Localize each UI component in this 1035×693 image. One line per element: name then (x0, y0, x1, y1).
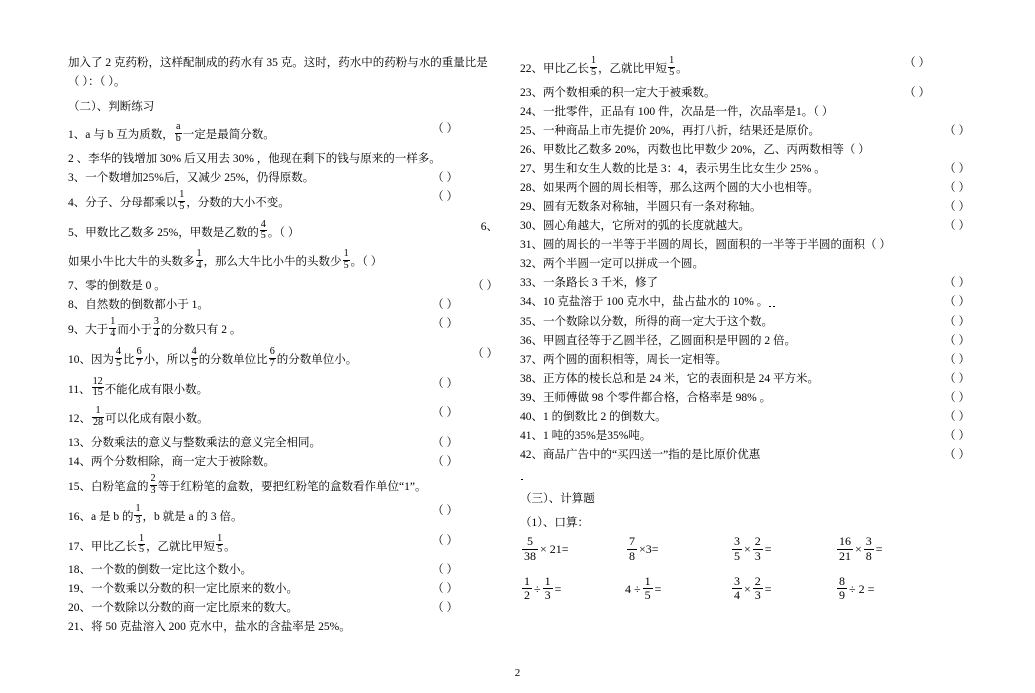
fraction (773, 306, 775, 307)
calc-item: $\frac{16}{21}$ × $\frac{3}{8}$ = (839, 534, 883, 563)
question-item: 18、一个数的倒数一定比这个数小。 （ ） (68, 564, 458, 577)
question-item: 39、王师傅做 98 个零件都合格，合格率是 98% 。 （ ） (520, 391, 970, 404)
answer-blank: （ ） (944, 181, 970, 194)
answer-blank: （ ） (432, 171, 458, 184)
question-item: 25、一种商品上市先提价 20%，再打八折，结果还是原价。 （ ） (520, 124, 970, 137)
fraction: $\frac{2}{3}$ (754, 534, 761, 563)
answer-blank: （ ） (944, 391, 970, 404)
fraction: $\frac{1}{3}$ (135, 502, 141, 526)
answer-blank: （ ） (432, 123, 458, 135)
intro-line-2: （ ）：（ ）。 (68, 76, 126, 88)
question-item: 33、一条路长 3 千米，修了 （ ） (520, 276, 970, 289)
question-item: 22、甲比乙长 $\frac{1}{5}$ ，乙就比甲短 $\frac{1}{5}$ 。 （ ） (520, 55, 930, 78)
question-item: 24、一批零件，正品有 100 件，次品是一件，次品率是1。（ ） (520, 105, 834, 118)
fraction: $\frac{4}{5}$ (116, 345, 122, 369)
answer-blank: （ ） (432, 456, 458, 468)
fraction (769, 306, 771, 307)
question-item (520, 469, 970, 482)
question-item: 26、甲数比乙数多 20%，丙数也比甲数少 20%，乙、丙两数相等（ ） (520, 143, 870, 156)
fraction: $\frac{1}{5}$ (343, 248, 349, 272)
calc-row (520, 535, 940, 562)
question-item: 38、正方体的棱长总和是 24 米，它的表面积是 24 平方米。 （ ） (520, 372, 970, 385)
fraction: $\frac{1}{5}$ (217, 532, 223, 556)
question-item: 30、圆心角越大，它所对的弧的长度就越大。 （ ） (520, 219, 970, 232)
question-item: 17、甲比乙长 $\frac{1}{5}$ ，乙就比甲短 $\frac{1}{5}$ 。 （ ） (68, 532, 458, 556)
fraction: $\frac{3}{4}$ (153, 316, 159, 339)
fraction (521, 479, 523, 480)
answer-blank: （ ） (432, 437, 458, 449)
answer-blank: （ ） (904, 57, 930, 69)
fraction: $\frac{3}{5}$ (734, 534, 740, 563)
calc-item: $\frac{1}{2}$ ÷ $\frac{1}{3}$ = (524, 573, 562, 602)
fraction: $\frac{12}{15}$ (92, 375, 103, 399)
calc-item: $\frac{5}{38}$ × 21= (524, 534, 569, 563)
intro-line-1: 加入了 2 克药粉，这样配制成的药水有 35 克。这时，药水中的药粉与水的重量比是 (68, 57, 488, 69)
answer-blank: （ ） (432, 299, 458, 311)
fraction: $\frac{2}{3}$ (150, 473, 156, 496)
answer-blank: （ ） (944, 124, 970, 137)
question-item: 8、自然数的倒数都小于 1。 （ ） (68, 299, 458, 311)
next-item-number: 6、 (480, 220, 498, 233)
calc-item: $\frac{8}{9}$ ÷ 2 = (839, 573, 875, 602)
question-item: 14、两个分数相除，商一定大于被除数。 （ ） (68, 456, 458, 468)
answer-blank: （ ） (944, 353, 970, 366)
fraction: $\frac{6}{7}$ (136, 345, 142, 369)
question-item: 4、分子、分母都乘以 $\frac{1}{5}$ ，分数的大小不变。 （ ） (68, 188, 458, 212)
fraction: $\frac{5}{38}$ (524, 534, 536, 563)
answer-blank: （ ） (432, 583, 458, 596)
answer-blank: （ ） (944, 295, 970, 308)
question-item: 36、甲圆直径等于乙圆半径，乙圆面积是甲圆的 2 倍。 （ ） (520, 334, 970, 347)
answer-blank: （ ） (432, 602, 458, 615)
fraction: $\frac{16}{21}$ (839, 534, 851, 563)
answer-blank: （ ） (432, 564, 458, 577)
fraction: $\frac{6}{7}$ (269, 345, 275, 369)
question-item: 21、将 50 克盐溶入 200 克水中，盐水的含盐率是 25%。 (68, 621, 351, 634)
question-item: 20、一个数除以分数的商一定比原来的数大。 （ ） (68, 602, 458, 615)
answer-blank: （ ） (944, 429, 970, 442)
page-number: 2 (514, 667, 521, 679)
answer-blank: （ ） (432, 504, 458, 517)
answer-blank: （ ） (944, 334, 970, 347)
question-item: 16、a 是 b 的 $\frac{1}{3}$ ，b 就是 a 的 3 倍。 （ ） (68, 502, 458, 526)
question-item: 42、商品广告中的“买四送一”指的是比原价优惠 （ ） (520, 448, 970, 461)
question-item: 3、一个数增加25%后，又减少 25%，仍得原数。 （ ） (68, 171, 458, 184)
fraction: $\frac{2}{3}$ (754, 573, 761, 602)
question-item: 40、1 的倒数比 2 的倒数大。 （ ） (520, 410, 970, 423)
question-item: 41、1 吨的35%是35%吨。 （ ） (520, 429, 970, 442)
answer-blank: （ ） (944, 162, 970, 175)
fraction: $\frac{1}{4}$ (110, 316, 116, 339)
answer-blank: （ ） (432, 318, 458, 330)
fraction: $\frac{7}{8}$ (629, 534, 635, 563)
question-item: 2 、李华的钱增加 30% 后又用去 30% ，他现在剩下的钱与原来的一样多。 (68, 152, 441, 165)
answer-blank: （ ） (944, 315, 970, 328)
fraction: $\frac{1}{3}$ (544, 573, 551, 602)
answer-blank: （ ） (944, 219, 970, 232)
fraction: $\frac{1}{28}$ (93, 405, 104, 429)
fraction: $\frac{1}{4}$ (196, 248, 202, 272)
fraction: $\frac{8}{9}$ (839, 573, 845, 602)
fraction: $\frac{4}{5}$ (260, 218, 266, 242)
fraction: $\frac{1}{2}$ (524, 573, 530, 602)
question-item: 10、因为 $\frac{4}{5}$ 比 $\frac{6}{7}$ 小，所以 $\frac{4}{5}$ 的分数单位比 $\frac{6}{7}$ 的分数单位小。 （ ） (68, 345, 498, 369)
question-item: 34、10 克盐溶于 100 克水中，盐占盐水的 10% 。 （ ） (520, 295, 970, 308)
question-item: 如果小牛比大牛的头数多 $\frac{1}{4}$ ，那么大牛比小牛的头数少 $\frac{1}{5}$ 。（ ） (68, 248, 383, 272)
question-item: 29、圆有无数条对称轴，半圆只有一条对称轴。 （ ） (520, 200, 970, 213)
answer-blank: （ ） (432, 407, 458, 420)
fraction: $\frac{1}{5}$ (669, 55, 675, 78)
question-item: 23、两个数相乘的积一定大于被乘数。 （ ） (520, 86, 930, 99)
question-item: 35、一个数除以分数，所得的商一定大于这个数。 （ ） (520, 315, 970, 328)
section-title-calculation: （三）、计算题 (520, 493, 595, 506)
question-item: 27、男生和女生人数的比是 3：4，表示男生比女生少 25% 。 （ ） (520, 162, 970, 175)
question-item: 5、甲数比乙数多 25%，甲数是乙数的 $\frac{4}{5}$ 。（ ） 6、 (68, 218, 498, 242)
answer-blank: （ ） (944, 410, 970, 423)
fraction: $\frac{a}{b}$ (175, 121, 181, 144)
question-item: 37、两个圆的面积相等，周长一定相等。 （ ） (520, 353, 970, 366)
answer-blank: （ ） (472, 347, 498, 360)
subsection-title-oral: （1）、口算： (520, 516, 589, 529)
calc-row (520, 575, 940, 602)
fraction: $\frac{3}{8}$ (865, 534, 872, 563)
question-item: 32、两个半圆一定可以拼成一个圆。 (520, 257, 704, 270)
fraction: $\frac{1}{5}$ (644, 573, 651, 602)
question-item: 1、a 与 b 互为质数， $\frac{a}{b}$ 一定是最简分数。 （ ） (68, 121, 458, 144)
answer-blank: （ ） (944, 448, 970, 461)
question-item: 19、一个数乘以分数的积一定比原来的数小。 （ ） (68, 583, 458, 596)
question-item: 31、圆的周长的一半等于半圆的周长，圆面积的一半等于半圆的面积（ ） (520, 238, 891, 251)
answer-blank: （ ） (944, 276, 970, 289)
fraction: $\frac{1}{5}$ (179, 188, 185, 212)
fraction: $\frac{4}{5}$ (191, 345, 197, 369)
question-item: 15、白粉笔盒的 $\frac{2}{3}$ 等于红粉笔的盒数，要把红粉笔的盒数看作单位“1”。 (68, 473, 427, 496)
calc-item: 4 ÷ $\frac{1}{5}$ = (625, 573, 662, 602)
question-item: 28、如果两个圆的周长相等，那么这两个圆的大小也相等。 （ ） (520, 181, 970, 194)
question-item: 13、分数乘法的意义与整数乘法的意义完全相同。 （ ） (68, 437, 458, 449)
fraction: $\frac{1}{5}$ (139, 532, 145, 556)
question-item: 12、 $\frac{1}{28}$ 可以化成有限小数。 （ ） (68, 405, 458, 429)
left-column (68, 58, 498, 641)
answer-blank: （ ） (944, 200, 970, 213)
answer-blank: （ ） (432, 190, 458, 203)
right-column (520, 55, 970, 614)
answer-blank: （ ） (432, 377, 458, 390)
calc-item: $\frac{3}{4}$ × $\frac{2}{3}$ = (734, 573, 772, 602)
calc-item: $\frac{7}{8}$ ×3= (629, 534, 659, 563)
calc-item: $\frac{3}{5}$ × $\frac{2}{3}$ = (734, 534, 772, 563)
question-item: 7、零的倒数是 0 。 （ ） (68, 280, 498, 292)
answer-blank: （ ） (904, 86, 930, 99)
fraction: $\frac{3}{4}$ (734, 573, 740, 602)
section-title-judgement: （二）、判断练习 (68, 100, 155, 113)
question-item: 9、大于 $\frac{1}{4}$ 而小于 $\frac{3}{4}$ 的分数只有 2 。 （ ） (68, 316, 458, 339)
question-item: 11、 $\frac{12}{15}$ 不能化成有限小数。 （ ） (68, 375, 458, 399)
answer-blank: （ ） (432, 534, 458, 547)
answer-blank: （ ） (944, 372, 970, 385)
answer-blank: （ ） (472, 280, 498, 292)
fraction: $\frac{1}{5}$ (591, 55, 597, 78)
